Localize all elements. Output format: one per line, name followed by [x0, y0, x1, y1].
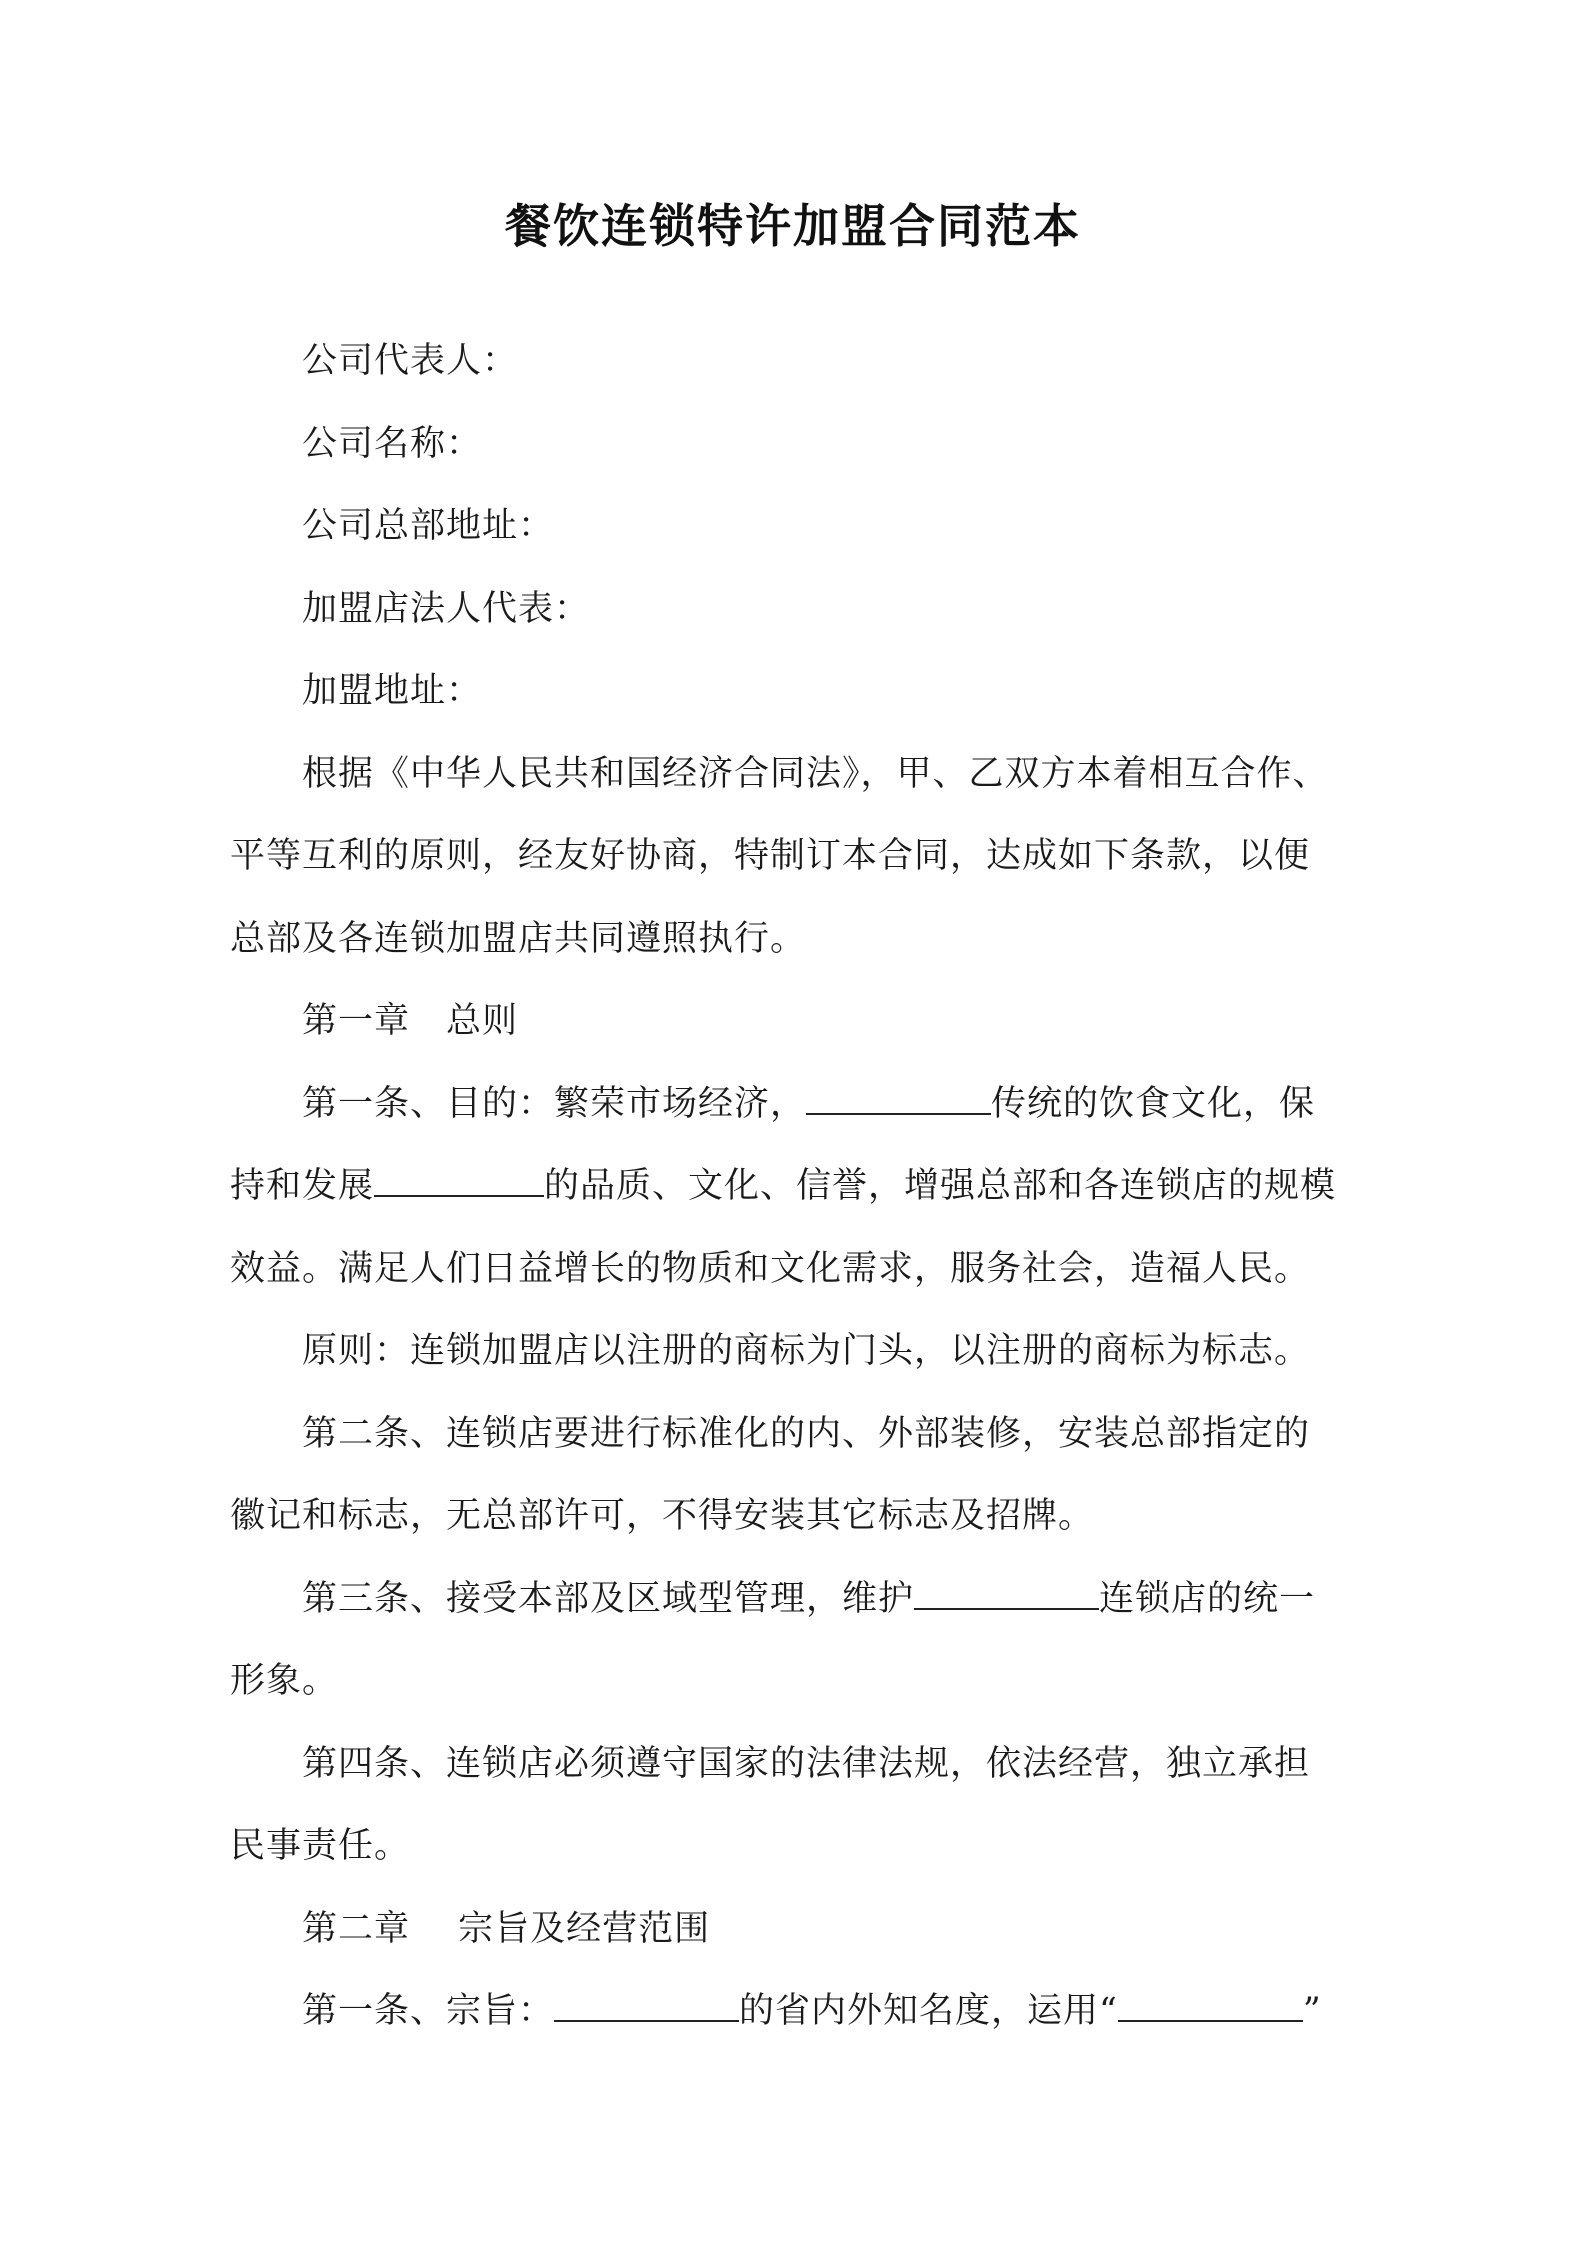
principle-line: 原则：连锁加盟店以注册的商标为门头，以注册的商标为标志。	[302, 1331, 1311, 1371]
blank-field	[554, 1990, 739, 2022]
article-text: 第三条、接受本部及区域型管理，维护	[302, 1578, 915, 1619]
article-1-1-line-2	[230, 1145, 1360, 1228]
article-text: 第一条、目的：繁荣市场经济，	[302, 1083, 807, 1124]
field-headquarters-address: 公司总部地址：	[302, 506, 555, 546]
article-1-3-line-1	[230, 1558, 1360, 1641]
chapter-2-heading: 第二章 宗旨及经营范围	[302, 1908, 711, 1949]
article-1-2-line-2: 徽记和标志，无总部许可，不得安装其它标志及招牌。	[230, 1496, 1095, 1536]
preamble-line-3: 总部及各连锁加盟店共同遵照执行。	[230, 918, 807, 959]
article-text: 的省内外知名度，运用“	[739, 1991, 1118, 2031]
document-body	[230, 320, 1360, 2053]
article-1-3-line-2: 形象。	[230, 1661, 339, 1701]
article-text: 连锁店的统一	[1099, 1578, 1316, 1619]
article-text: 传统的饮食文化，保	[991, 1083, 1316, 1124]
field-franchise-legal-rep: 加盟店法人代表：	[302, 588, 591, 629]
blank-field	[914, 1578, 1099, 1610]
document-title: 餐饮连锁特许加盟合同范本	[505, 199, 1081, 253]
article-text: 的品质、文化、信誉，增强总部和各连锁店的规模	[544, 1166, 1337, 1206]
preamble-line-1: 根据《中华人民共和国经济合同法》，甲、乙双方本着相互合作、	[302, 753, 1329, 794]
preamble-line-2: 平等互利的原则，经友好协商，特制订本合同，达成如下条款，以便	[230, 836, 1311, 876]
article-text: 持和发展	[230, 1166, 375, 1206]
article-text: 第一条、宗旨：	[302, 1991, 555, 2031]
field-company-name: 公司名称：	[302, 423, 483, 464]
article-1-4-line-1: 第四条、连锁店必须遵守国家的法律法规，依法经营，独立承担	[302, 1743, 1311, 1784]
article-1-4-line-2: 民事责任。	[230, 1826, 411, 1866]
field-company-representative: 公司代表人：	[302, 341, 519, 381]
article-1-1-line-3: 效益。满足人们日益增长的物质和文化需求，服务社会，造福人民。	[230, 1248, 1311, 1289]
article-2-1-line-1	[230, 1970, 1360, 2053]
article-text: ”	[1302, 1991, 1322, 2031]
blank-field	[1118, 1990, 1303, 2022]
article-1-2-line-1: 第二条、连锁店要进行标准化的内、外部装修，安装总部指定的	[302, 1413, 1311, 1454]
blank-field	[374, 1165, 544, 1197]
field-franchise-address: 加盟地址：	[302, 671, 483, 711]
article-1-1-line-1	[230, 1063, 1360, 1146]
chapter-1-heading: 第一章 总则	[302, 1001, 519, 1041]
blank-field	[806, 1083, 991, 1115]
